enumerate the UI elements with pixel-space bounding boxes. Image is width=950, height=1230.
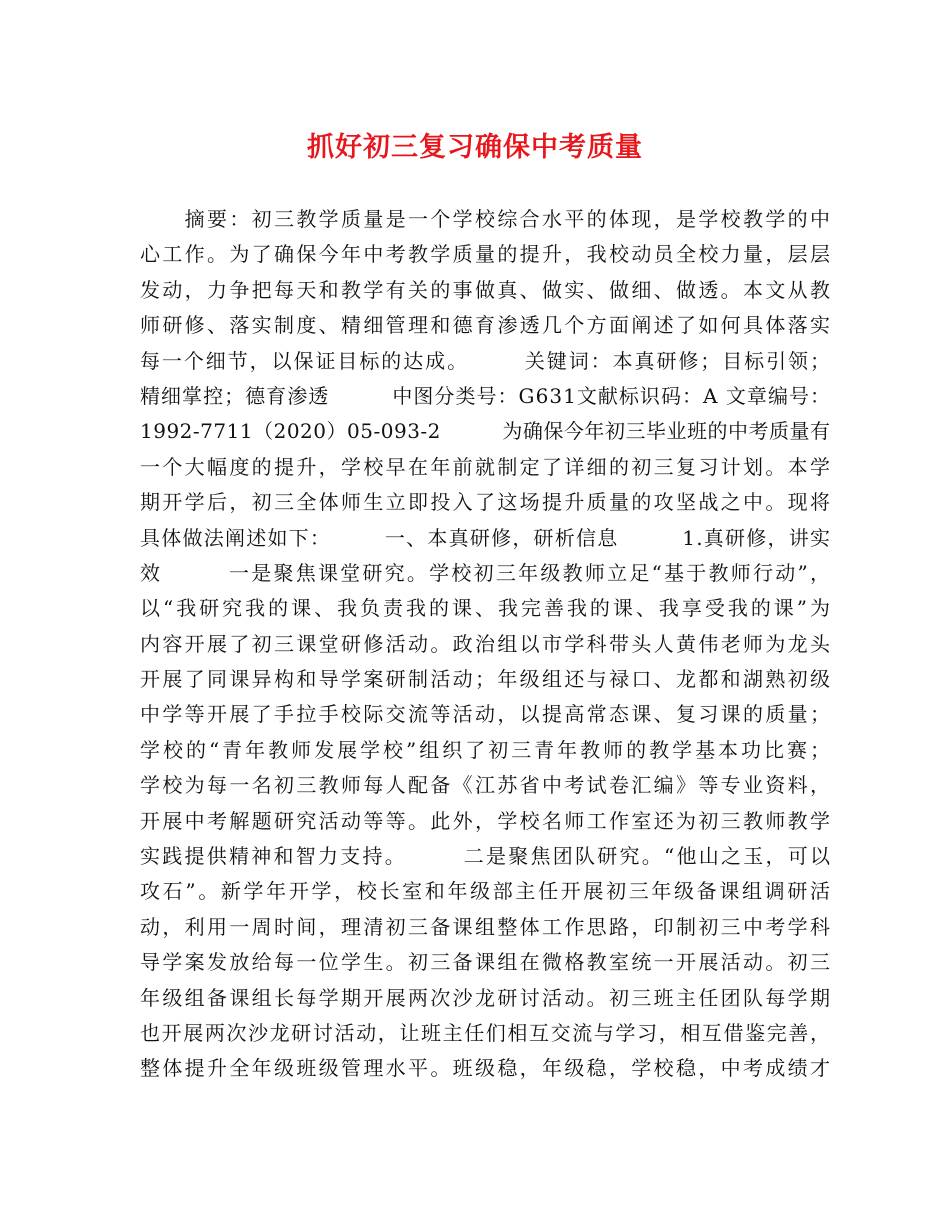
body-line: 以“我研究我的课、我负责我的课、我完善我的课、我享受我的课”为 (140, 596, 833, 621)
body-line: 整体提升全年级班级管理水平。班级稳，年级稳，学校稳，中考成绩才 (140, 1056, 833, 1081)
body-line: 攻石”。新学年开学，校长室和年级部主任开展初三年级备课组调研活 (140, 879, 833, 904)
body-line: 1992-7711（2020）05-093-2 为确保今年初三毕业班的中考质量有 (140, 419, 831, 444)
body-line: 师研修、落实制度、精细管理和德育渗透几个方面阐述了如何具体落实 (140, 313, 833, 338)
body-line: 中学等开展了手拉手校际交流等活动，以提高常态课、复习课的质量； (140, 702, 833, 727)
body-line: 每一个细节，以保证目标的达成。 关键词：本真研修；目标引领； (140, 348, 832, 373)
body-line: 导学案发放给每一位学生。初三备课组在微格教室统一开展活动。初三 (140, 950, 833, 975)
body-line: 发动，力争把每天和教学有关的事做真、做实、做细、做透。本文从教 (140, 277, 833, 302)
body-line: 开展中考解题研究活动等等。此外，学校名师工作室还为初三教师教学 (140, 808, 833, 833)
body-line: 一个大幅度的提升，学校早在年前就制定了详细的初三复习计划。本学 (140, 454, 833, 479)
body-line: 也开展两次沙龙研讨活动，让班主任们相互交流与学习，相互借鉴完善， (140, 1020, 832, 1045)
body-line: 实践提供精神和智力支持。 二是聚焦团队研究。“他山之玉，可以 (140, 844, 833, 869)
document-body (140, 202, 833, 1087)
body-line: 年级组备课组长每学期开展两次沙龙研讨活动。初三班主任团队每学期 (140, 985, 833, 1010)
body-line: 期开学后，初三全体师生立即投入了这场提升质量的攻坚战之中。现将 (140, 490, 833, 515)
body-line: 精细掌控；德育渗透 中图分类号：G631文献标识码：A 文章编号： (140, 383, 832, 408)
body-line: 内容开展了初三课堂研修活动。政治组以市学科带头人黄伟老师为龙头 (140, 631, 833, 656)
body-line: 心工作。为了确保今年中考教学质量的提升，我校动员全校力量，层层 (140, 242, 833, 267)
body-line: 开展了同课异构和导学案研制活动；年级组还与禄口、龙都和湖熟初级 (140, 667, 833, 692)
body-line: 摘要：初三教学质量是一个学校综合水平的体现，是学校教学的中 (140, 207, 833, 231)
body-line: 学校的“青年教师发展学校”组织了初三青年教师的教学基本功比赛； (140, 737, 833, 762)
body-line: 效 一是聚焦课堂研究。学校初三年级教师立足“基于教师行动”， (140, 560, 833, 585)
body-line: 具体做法阐述如下： 一、本真研修，研析信息 1.真研修，讲实 (140, 525, 832, 550)
document-title: 抓好初三复习确保中考质量 (307, 132, 643, 163)
body-line: 动，利用一周时间，理清初三备课组整体工作思路，印制初三中考学科 (140, 914, 833, 939)
body-line: 学校为每一名初三教师每人配备《江苏省中考试卷汇编》等专业资料， (140, 773, 833, 798)
